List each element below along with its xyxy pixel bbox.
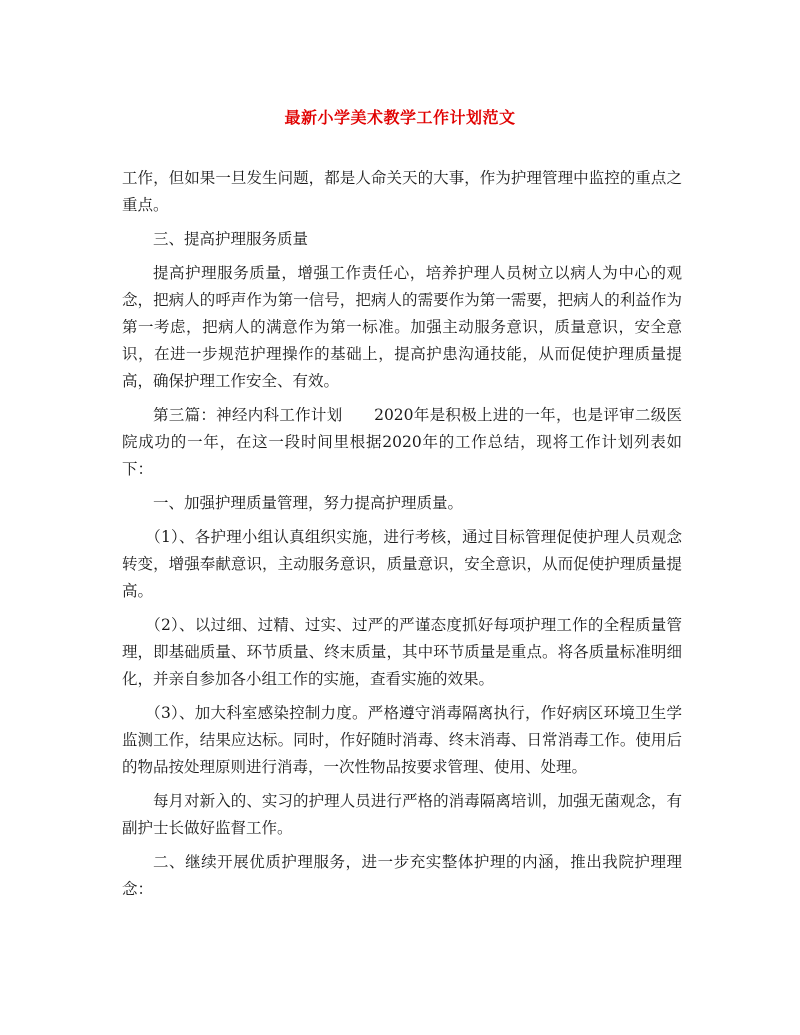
paragraph: 第三篇：神经内科工作计划 2020年是积极上进的一年，也是评审二级医院成功的一年，在这一段时间里根据2020年的工作总结，现将工作计划列表如下：: [122, 406, 682, 478]
list-item: （2）、以过细、过精、过实、过严的严谨态度抓好每项护理工作的全程质量管理，即基础质量、环节质量、终末质量，其中环节质量是重点。将各质量标准明细化，并亲自参加各小组工作的实施，查看实施的效果。: [122, 616, 682, 688]
document-title: 最新小学美术教学工作计划范文: [284, 108, 516, 127]
paragraph: 工作，但如果一旦发生问题，都是人命关天的大事，作为护理管理中监控的重点之重点。: [122, 169, 682, 214]
paragraph: 每月对新入的、实习的护理人员进行严格的消毒隔离培训，加强无菌观念，有副护士长做好监督工作。: [122, 792, 682, 837]
list-item: （3）、加大科室感染控制力度。严格遵守消毒隔离执行，作好病区环境卫生学监测工作，结果应达标。同时，作好随时消毒、终末消毒、日常消毒工作。使用后的物品按处理原则进行消毒，一次性物品按要求管理、使用、处理。: [122, 704, 682, 776]
section-heading: 三、提高护理服务质量: [153, 230, 309, 248]
section-heading: 一、加强护理质量管理，努力提高护理质量。: [153, 494, 464, 512]
list-item: （1）、各护理小组认真组织实施，进行考核，通过目标管理促使护理人员观念转变，增强奉献意识，主动服务意识，质量意识，安全意识，从而促使护理质量提高。: [122, 528, 682, 600]
section-heading: 二、继续开展优质护理服务，进一步充实整体护理的内涵，推出我院护理理念：: [122, 853, 682, 898]
document-body: [122, 165, 682, 910]
paragraph: 提高护理服务质量，增强工作责任心，培养护理人员树立以病人为中心的观念，把病人的呼声作为第一信号，把病人的需要作为第一需要，把病人的利益作为第一考虑，把病人的满意作为第一标准。加强主动服务意识，质量意识，安全意识，在进一步规范护理操作的基础上，提高护患沟通技能，从而促使护理质量提高，确保护理工作安全、有效。: [122, 264, 682, 390]
